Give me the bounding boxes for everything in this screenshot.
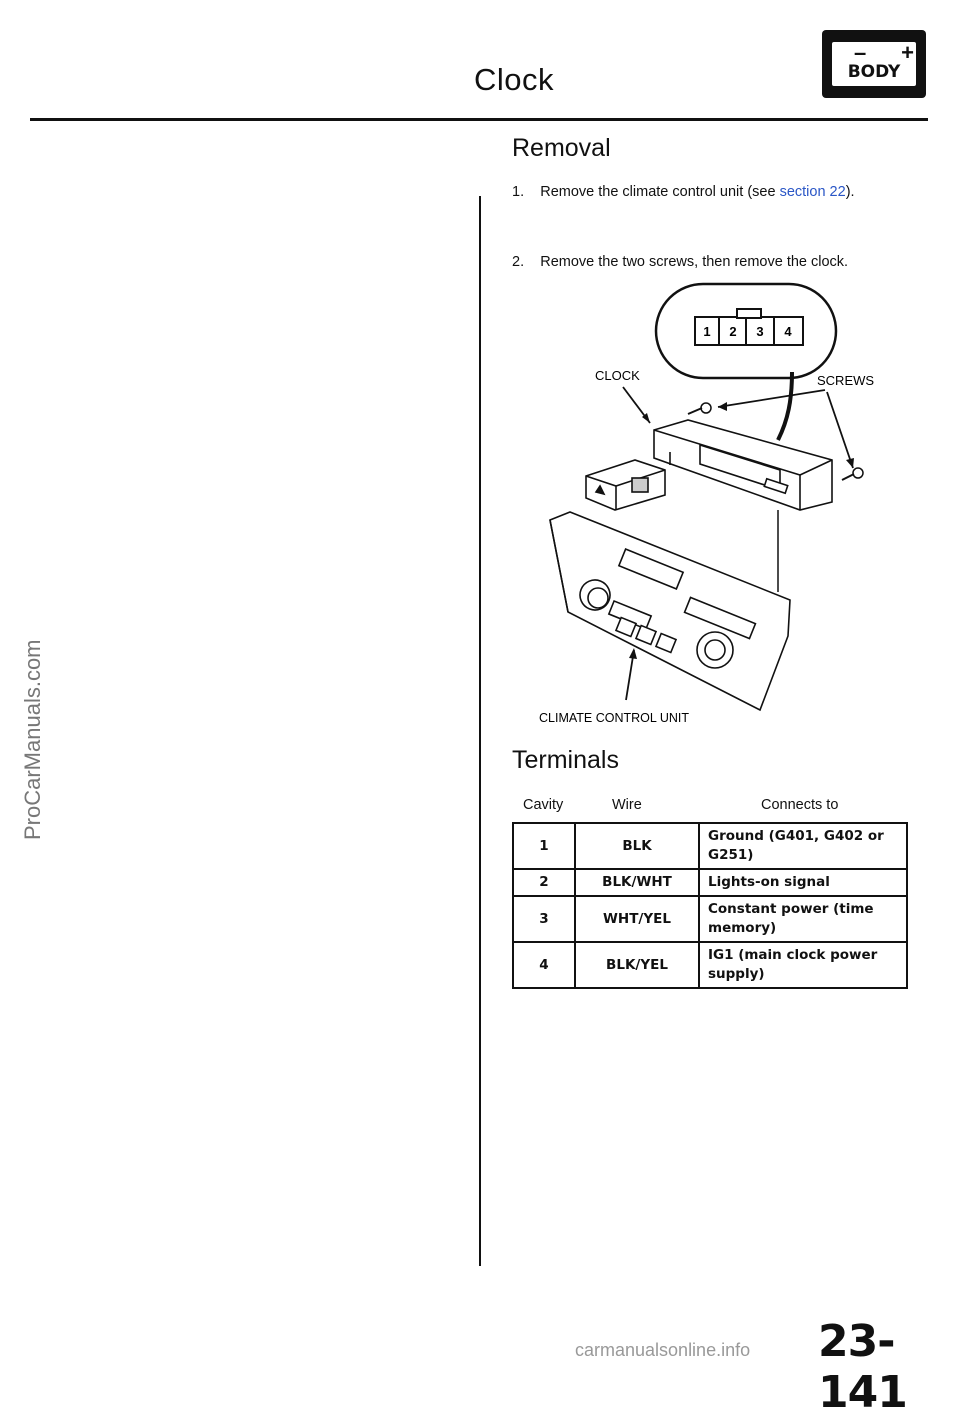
removal-step-1: 1. Remove the climate control unit (see section 22).	[512, 184, 855, 200]
connector-wire	[778, 372, 792, 440]
side-watermark: ProCarManuals.com	[20, 639, 45, 840]
screws-label: SCREWS	[817, 373, 875, 388]
connector-latch	[737, 309, 761, 318]
page-number: 23-141	[818, 1316, 907, 1418]
screw-icon	[842, 468, 863, 480]
section-22-link[interactable]: section 22	[779, 184, 846, 200]
column-rule	[479, 196, 481, 1266]
clock-unit	[654, 420, 832, 510]
table-row: 2 BLK/WHT Lights-on signal	[513, 869, 907, 896]
header-rule	[30, 118, 928, 121]
column-header-connects-to: Connects to	[761, 797, 839, 813]
removal-step-2: 2. Remove the two screws, then remove the clock.	[512, 254, 849, 270]
climate-control-panel	[550, 512, 790, 710]
screw-icon	[688, 403, 711, 414]
footer-watermark: carmanualsonline.info	[575, 1340, 751, 1360]
column-header-wire: Wire	[612, 797, 642, 813]
connector-pin-3: 3	[756, 324, 764, 339]
connector-pin-4: 4	[784, 324, 792, 339]
table-row: 1 BLK Ground (G401, G402 or G251)	[513, 823, 907, 869]
connector-pin-2: 2	[729, 324, 737, 339]
clock-label: CLOCK	[595, 368, 640, 383]
plus-symbol: +	[901, 40, 914, 65]
table-row: 4 BLK/YEL IG1 (main clock power supply)	[513, 942, 907, 988]
badge-label: BODY	[847, 62, 901, 82]
climate-control-label: CLIMATE CONTROL UNIT	[539, 711, 690, 725]
removal-heading: Removal	[512, 134, 611, 162]
minus-symbol: –	[854, 40, 867, 65]
terminals-heading: Terminals	[512, 746, 619, 774]
clock-removal-diagram	[520, 280, 920, 730]
column-header-cavity: Cavity	[523, 797, 564, 813]
clock-module	[586, 460, 665, 510]
body-section-badge	[822, 30, 926, 98]
table-row: 3 WHT/YEL Constant power (time memory)	[513, 896, 907, 942]
battery-icon	[832, 42, 916, 86]
terminals-table	[512, 822, 908, 989]
connector-pin-1: 1	[703, 324, 711, 339]
page-title: Clock	[474, 62, 555, 97]
